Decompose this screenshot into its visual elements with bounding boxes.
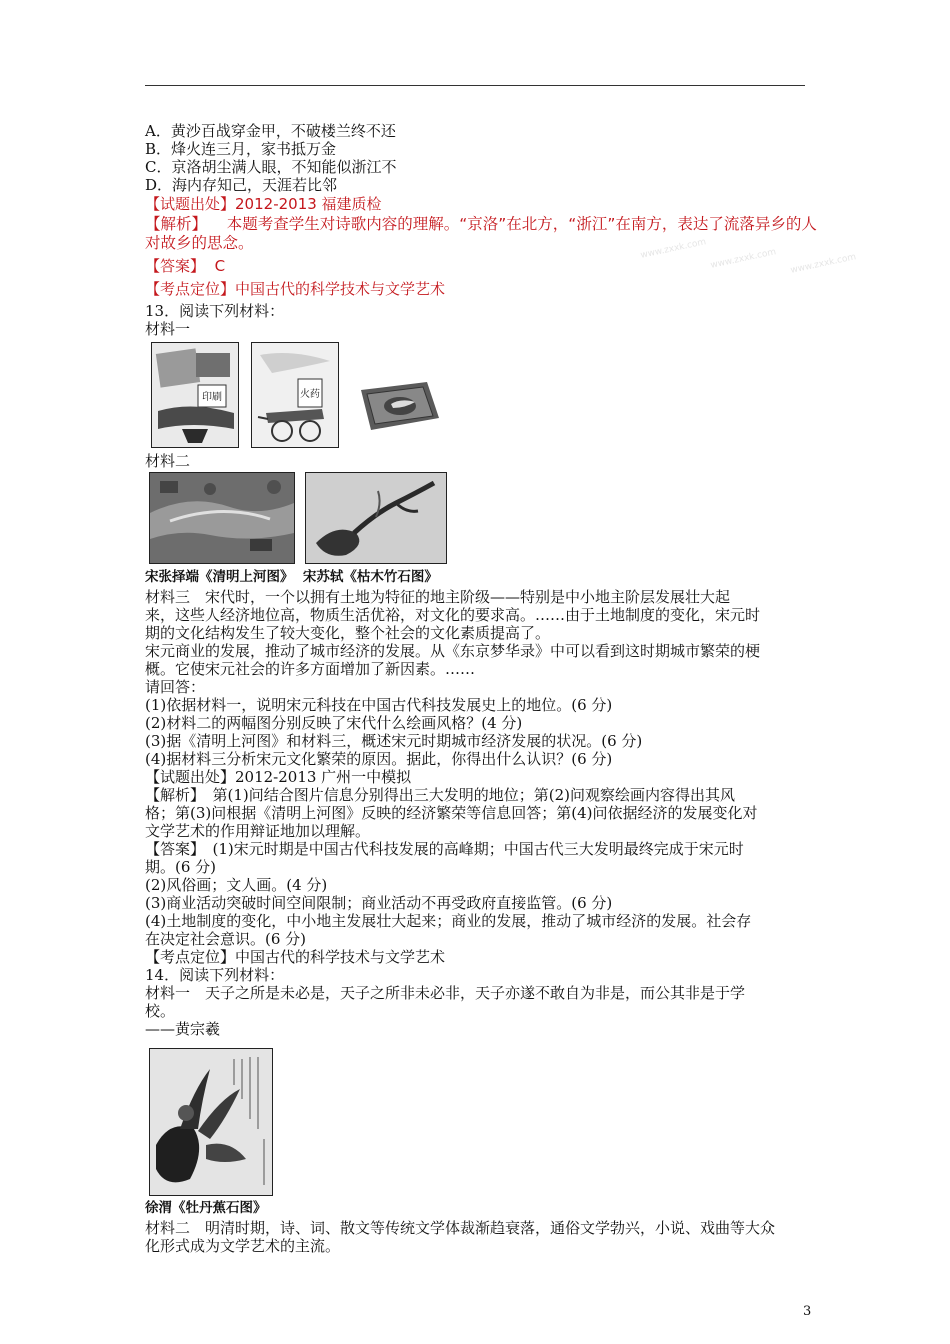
- option-c: C．京洛胡尘满人眼，不知能似浙江不: [145, 158, 397, 176]
- q12-answer-text: C: [214, 257, 226, 275]
- q14-material2-line2: 化形式成为文学艺术的主流。: [145, 1237, 341, 1255]
- q13-analysis-line1: 【解析】 第(1)问结合图片信息分别得出三大发明的地位；第(2)问观察绘画内容得出其风: [145, 786, 735, 804]
- q13-answer-line5: (4)土地制度的变化，中小地主发展壮大起来；商业的发展，推动了城市经济的发展。社会存: [145, 912, 752, 930]
- q14-attribution: ——黄宗羲: [145, 1020, 221, 1038]
- printing-illustration: [152, 343, 238, 447]
- material1-figures: [151, 342, 813, 448]
- compass-illustration: [351, 370, 443, 440]
- q12-analysis: [145, 215, 820, 253]
- q13-ask: 请回答：: [145, 678, 206, 696]
- mudan-illustration: [150, 1049, 272, 1195]
- q13-material3-line2: 来，这些人经济地位高，物质生活优裕，对文化的要求高。……由于土地制度的变化，宋元时: [145, 606, 761, 624]
- qingming-illustration: [150, 473, 294, 563]
- q13-topic: 【考点定位】中国古代的科学技术与文学艺术: [145, 948, 446, 966]
- caption-kumu: 宋苏轼《枯木竹石图》: [302, 569, 438, 585]
- q13-analysis-line2: 格；第(3)问根据《清明上河图》反映的经济繁荣等信息回答；第(4)问依据经济的发展变化对: [145, 804, 758, 822]
- q13-answer-line4: (3)商业活动突破时间空间限制；商业活动不再受政府直接监管。(6 分): [145, 894, 613, 912]
- gunpowder-illustration: [252, 343, 338, 447]
- q12-source: [145, 195, 813, 213]
- q13-material3-line3: 期的文化结构发生了较大变化，整个社会的文化素质提高了。: [145, 624, 551, 642]
- q13-question3: (3)据《清明上河图》和材料三，概述宋元时期城市经济发展的状况。(6 分): [145, 732, 643, 750]
- q13-answer-line2: 期。(6 分): [145, 858, 217, 876]
- q13-stem: 13．阅读下列材料：: [145, 302, 285, 320]
- compass-image: [351, 370, 443, 440]
- q13-question4: (4)据材料三分析宋元文化繁荣的原因。据此，你得出什么认识？(6 分): [145, 750, 613, 768]
- option-b: B．烽火连三月，家书抵万金: [145, 140, 337, 158]
- printing-label: 印刷: [202, 392, 222, 403]
- q12-analysis-label: 【解析】: [145, 215, 208, 233]
- caption-qingming: 宋张择端《清明上河图》: [145, 569, 294, 585]
- kumu-illustration: [306, 473, 446, 563]
- xuwei-caption: 徐渭《牡丹蕉石图》: [145, 1200, 267, 1216]
- watermark: www.zxxk.com: [709, 247, 778, 271]
- kumu-painting: [305, 472, 447, 564]
- q13-material3-line4: 宋元商业的发展，推动了城市经济的发展。从《东京梦华录》中可以看到这时期城市繁荣的梗: [145, 642, 761, 660]
- option-d: D．海内存知己，天涯若比邻: [145, 176, 338, 194]
- q14-material2-line1: 材料二 明清时期，诗、词、散文等传统文学体裁渐趋衰落，通俗文学勃兴，小说、戏曲等大众: [145, 1219, 776, 1237]
- q13-material2-label: 材料二: [145, 452, 191, 470]
- q13-material3-line1: 材料三 宋代时，一个以拥有土地为特征的地主阶级——特别是中小地主阶层发展壮大起: [145, 588, 731, 606]
- q12-topic-text: 中国古代的科学技术与文学艺术: [235, 280, 446, 298]
- q12-source-label: 【试题出处】: [145, 195, 236, 213]
- q12-answer-label: 【答案】: [145, 257, 206, 275]
- q12-topic-label: 【考点定位】: [145, 280, 236, 298]
- printing-image: [151, 342, 239, 448]
- q13-material1-label: 材料一: [145, 320, 191, 338]
- qingming-painting: [149, 472, 295, 564]
- q12-analysis-text: 本题考查学生对诗歌内容的理解。“京洛”在北方，“浙江”在南方，表达了流落异乡的人对故乡的思念。: [145, 215, 817, 252]
- q13-source: 【试题出处】2012-2013 广州一中模拟: [145, 768, 412, 786]
- q13-material3-line5: 概。它使宋元社会的许多方面增加了新因素。……: [145, 660, 476, 678]
- q14-material1-line2: 校。: [145, 1002, 176, 1020]
- material-xuwei-figure: [149, 1048, 813, 1196]
- mudan-painting: [149, 1048, 273, 1196]
- q12-topic: [145, 280, 813, 298]
- q14-stem: 14．阅读下列材料：: [145, 966, 285, 984]
- material2-figures: [149, 472, 813, 564]
- option-a: A．黄沙百战穿金甲，不破楼兰终不还: [145, 122, 396, 140]
- gunpowder-image: [251, 342, 339, 448]
- q13-question1: (1)依据材料一，说明宋元科技在中国古代科技发展史上的地位。(6 分): [145, 696, 613, 714]
- q13-analysis-line3: 文学艺术的作用辩证地加以理解。: [145, 822, 371, 840]
- page-body: [145, 122, 817, 1255]
- q13-answer-line1: 【答案】 (1)宋元时期是中国古代科技发展的高峰期；中国古代三大发明最终完成于宋元时: [145, 840, 744, 858]
- page-number: 3: [803, 1304, 812, 1319]
- watermark: www.zxxk.com: [639, 237, 708, 261]
- q12-source-text: 2012-2013 福建质检: [235, 195, 382, 213]
- q13-answer-line3: (2)风俗画；文人画。(4 分): [145, 876, 328, 894]
- gunpowder-label: 火药: [300, 389, 320, 400]
- material2-captions: [145, 569, 813, 586]
- q13-answer-line6: 在决定社会意识。(6 分): [145, 930, 307, 948]
- watermark: www.zxxk.com: [789, 252, 858, 276]
- q13-question2: (2)材料二的两幅图分别反映了宋代什么绘画风格？(4 分): [145, 714, 523, 732]
- header-rule: [145, 85, 805, 86]
- q12-answer: [145, 257, 813, 275]
- q14-material1-line1: 材料一 天子之所是未必是，天子之所非未必非，天子亦遂不敢自为非是，而公其非是于学: [145, 984, 746, 1002]
